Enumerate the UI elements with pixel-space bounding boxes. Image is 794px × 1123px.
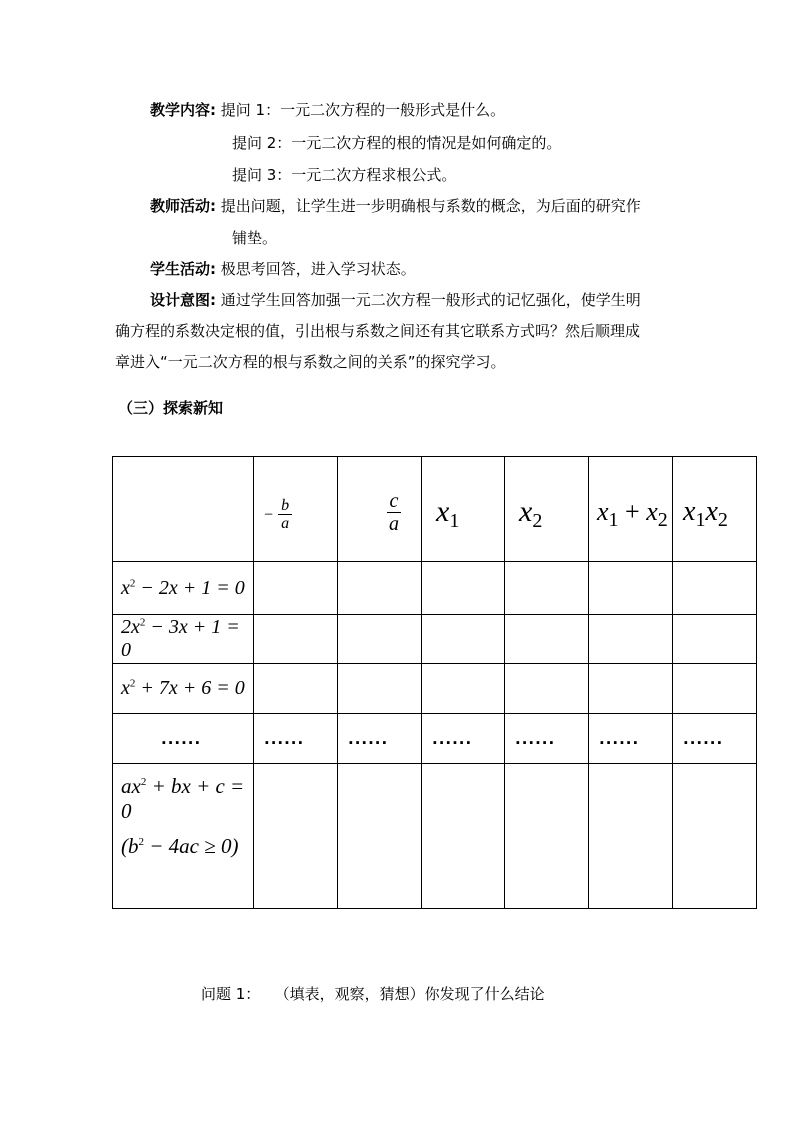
answer-cell[interactable] — [338, 764, 422, 909]
ellipsis-cell: ...... — [589, 714, 673, 764]
answer-cell[interactable] — [254, 664, 338, 714]
teacher-activity-text-1: 提出问题，让学生进一步明确根与系数的概念，为后面的研究作 — [220, 197, 641, 215]
answer-cell[interactable] — [505, 664, 589, 714]
answer-cell[interactable] — [673, 562, 757, 615]
design-intent-text-3: 章进入“一元二次方程的根与系数之间的关系”的探究学习。 — [115, 353, 506, 371]
answer-cell[interactable] — [589, 764, 673, 909]
answer-cell[interactable] — [254, 764, 338, 909]
header-empty-cell — [113, 457, 254, 562]
table-header-row — [113, 457, 757, 562]
ellipsis-cell: ...... — [113, 714, 254, 764]
ellipsis-cell: ...... — [673, 714, 757, 764]
design-intent-line-1 — [150, 290, 641, 310]
teacher-activity-line-1 — [150, 196, 641, 216]
general-row — [113, 764, 757, 909]
answer-cell[interactable] — [422, 615, 505, 664]
teacher-activity-text-2: 铺垫。 — [232, 229, 278, 247]
answer-cell[interactable] — [338, 562, 422, 615]
fraction-c-over-a: $\frac{c}{a}$ — [386, 490, 402, 536]
answer-cell[interactable] — [673, 615, 757, 664]
answer-cell[interactable] — [422, 562, 505, 615]
answer-cell[interactable] — [338, 664, 422, 714]
ellipsis-cell: ...... — [254, 714, 338, 764]
question-1: 问题 1： （填表，观察，猜想）你发现了什么结论 — [201, 985, 545, 1003]
design-intent-text-2: 确方程的系数决定根的值，引出根与系数之间还有其它联系方式吗？然后顺理成 — [115, 322, 641, 340]
answer-cell[interactable] — [505, 615, 589, 664]
answer-cell[interactable] — [589, 615, 673, 664]
header-x1: $x_1$ — [422, 457, 505, 562]
teaching-question-3: 提问 3：一元二次方程求根公式。 — [232, 166, 457, 184]
student-activity-label: 学生活动: — [150, 260, 216, 278]
answer-cell[interactable] — [338, 615, 422, 664]
answer-cell[interactable] — [673, 764, 757, 909]
answer-cell[interactable] — [673, 664, 757, 714]
general-equation-cell: $ax^2$ + bx + c = 0 $(b^2 - 4ac \ge 0)$ — [113, 764, 254, 909]
table-row — [113, 615, 757, 664]
ellipsis-row — [113, 714, 757, 764]
answer-cell[interactable] — [505, 562, 589, 615]
equation-cell: $2x^2 - 3x + 1 = 0$ — [113, 615, 254, 664]
header-x1-times-x2: $x_1x_2$ — [673, 457, 757, 562]
ellipsis-cell: ...... — [505, 714, 589, 764]
answer-cell[interactable] — [254, 562, 338, 615]
fraction-b-over-a: $\frac{b}{a}$ — [278, 497, 292, 534]
header-x1-plus-x2: $x_1 + x_2$ — [589, 457, 673, 562]
ellipsis-cell: ...... — [338, 714, 422, 764]
design-intent-label: 设计意图: — [150, 291, 216, 309]
teaching-content-line-1 — [150, 100, 505, 120]
answer-cell[interactable] — [422, 664, 505, 714]
answer-cell[interactable] — [254, 615, 338, 664]
student-activity-text: 极思考回答，进入学习状态。 — [220, 260, 416, 278]
ellipsis-cell: ...... — [422, 714, 505, 764]
header-neg-b-over-a: − $\frac{b}{a}$ — [254, 457, 338, 562]
teaching-question-1: 提问 1：一元二次方程的一般形式是什么。 — [220, 101, 506, 119]
table-row — [113, 562, 757, 615]
table-row — [113, 664, 757, 714]
answer-cell[interactable] — [589, 562, 673, 615]
design-intent-text-1: 通过学生回答加强一元二次方程一般形式的记忆强化，使学生明 — [220, 291, 641, 309]
answer-cell[interactable] — [589, 664, 673, 714]
equation-cell: $x^2 - 2x + 1 = 0$ — [113, 562, 254, 615]
header-x2: $x_2$ — [505, 457, 589, 562]
header-c-over-a — [338, 457, 422, 562]
answer-cell[interactable] — [422, 764, 505, 909]
equation-cell: $x^2 + 7x + 6 = 0$ — [113, 664, 254, 714]
teaching-question-2: 提问 2：一元二次方程的根的情况是如何确定的。 — [232, 134, 562, 152]
student-activity-line — [150, 259, 416, 279]
section-title: （三）探索新知 — [118, 399, 224, 417]
exploration-table — [112, 456, 757, 909]
answer-cell[interactable] — [505, 764, 589, 909]
teacher-activity-label: 教师活动: — [150, 197, 216, 215]
teaching-content-label: 教学内容: — [150, 101, 216, 119]
